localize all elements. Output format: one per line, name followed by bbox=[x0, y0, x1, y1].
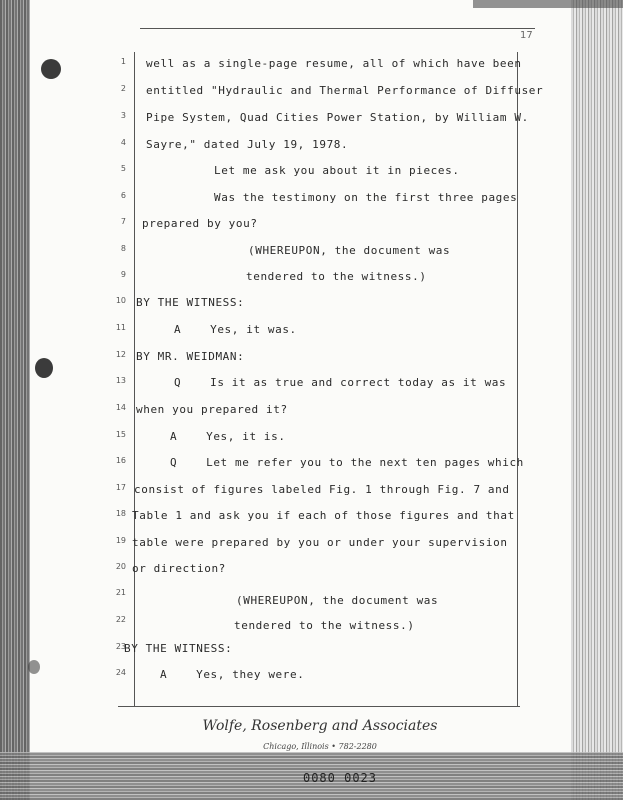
transcript-line: Was the testimony on the first three pages bbox=[214, 191, 518, 204]
transcript-line: Sayre," dated July 19, 1978. bbox=[146, 138, 349, 151]
line-number: 22 bbox=[115, 615, 126, 624]
line-number: 11 bbox=[115, 323, 126, 332]
line-number: 3 bbox=[120, 111, 126, 120]
transcript-line: Pipe System, Quad Cities Power Station, by William W. bbox=[146, 111, 529, 124]
line-number: 13 bbox=[115, 376, 126, 385]
line-number: 24 bbox=[115, 668, 126, 677]
transcript-line: Table 1 and ask you if each of those figures and that bbox=[132, 509, 515, 522]
line-number: 14 bbox=[115, 403, 126, 412]
punch-hole-bottom bbox=[28, 660, 40, 674]
punch-hole-middle bbox=[35, 358, 53, 378]
line-number: 4 bbox=[120, 138, 126, 147]
transcript-line: (WHEREUPON, the document was bbox=[236, 594, 439, 607]
transcript-line: tendered to the witness.) bbox=[246, 270, 427, 283]
transcript-line: A Yes, it is. bbox=[170, 430, 286, 443]
page-number: 17 bbox=[520, 30, 533, 41]
transcript-line: well as a single-page resume, all of which have been bbox=[146, 57, 522, 70]
transcript-line: Let me ask you about it in pieces. bbox=[214, 164, 460, 177]
transcript-line: A Yes, it was. bbox=[174, 323, 297, 336]
line-number: 21 bbox=[115, 588, 126, 597]
transcript-line: BY MR. WEIDMAN: bbox=[136, 350, 245, 363]
line-number: 9 bbox=[120, 270, 126, 279]
page-frame-right bbox=[517, 52, 518, 707]
line-number: 6 bbox=[120, 191, 126, 200]
line-number: 2 bbox=[120, 84, 126, 93]
line-number: 10 bbox=[115, 296, 126, 305]
transcript-line: when you prepared it? bbox=[136, 403, 288, 416]
page-frame-top bbox=[140, 28, 535, 29]
transcript-line: BY THE WITNESS: bbox=[136, 296, 245, 309]
transcript-line: (WHEREUPON, the document was bbox=[248, 244, 451, 257]
document-stamp-number: 0080 0023 bbox=[302, 771, 378, 785]
transcript-line: consist of figures labeled Fig. 1 through Fig. 7 and bbox=[134, 483, 510, 496]
line-number: 23 bbox=[115, 642, 126, 651]
scan-edge-right bbox=[571, 0, 623, 800]
transcript-line: table were prepared by you or under your supervision bbox=[132, 536, 508, 549]
transcript-line: Q Is it as true and correct today as it was bbox=[174, 376, 507, 389]
transcript-line: Q Let me refer you to the next ten pages which bbox=[170, 456, 524, 469]
scan-edge-left bbox=[0, 0, 30, 800]
reporting-firm-location: Chicago, Illinois • 782-2280 bbox=[263, 742, 377, 751]
line-number: 1 bbox=[120, 57, 126, 66]
line-number: 19 bbox=[115, 536, 126, 545]
line-number: 8 bbox=[120, 244, 126, 253]
line-number: 18 bbox=[115, 509, 126, 518]
transcript-line: or direction? bbox=[132, 562, 226, 575]
line-number: 7 bbox=[120, 217, 126, 226]
line-number: 20 bbox=[115, 562, 126, 571]
transcript-line: entitled "Hydraulic and Thermal Performance of Diffuser bbox=[146, 84, 544, 97]
page-frame-left bbox=[134, 52, 135, 707]
line-number: 5 bbox=[120, 164, 126, 173]
page-frame-bottom bbox=[118, 706, 520, 707]
transcript-line: BY THE WITNESS: bbox=[124, 642, 233, 655]
punch-hole-top bbox=[41, 59, 61, 79]
line-number: 12 bbox=[115, 350, 126, 359]
scan-edge-top bbox=[473, 0, 623, 8]
line-number: 17 bbox=[115, 483, 126, 492]
transcript-line: A Yes, they were. bbox=[160, 668, 305, 681]
transcript-line: prepared by you? bbox=[142, 217, 258, 230]
transcript-line: tendered to the witness.) bbox=[234, 619, 415, 632]
line-number: 16 bbox=[115, 456, 126, 465]
reporting-firm-name: Wolfe, Rosenberg and Associates bbox=[202, 718, 438, 734]
line-number: 15 bbox=[115, 430, 126, 439]
